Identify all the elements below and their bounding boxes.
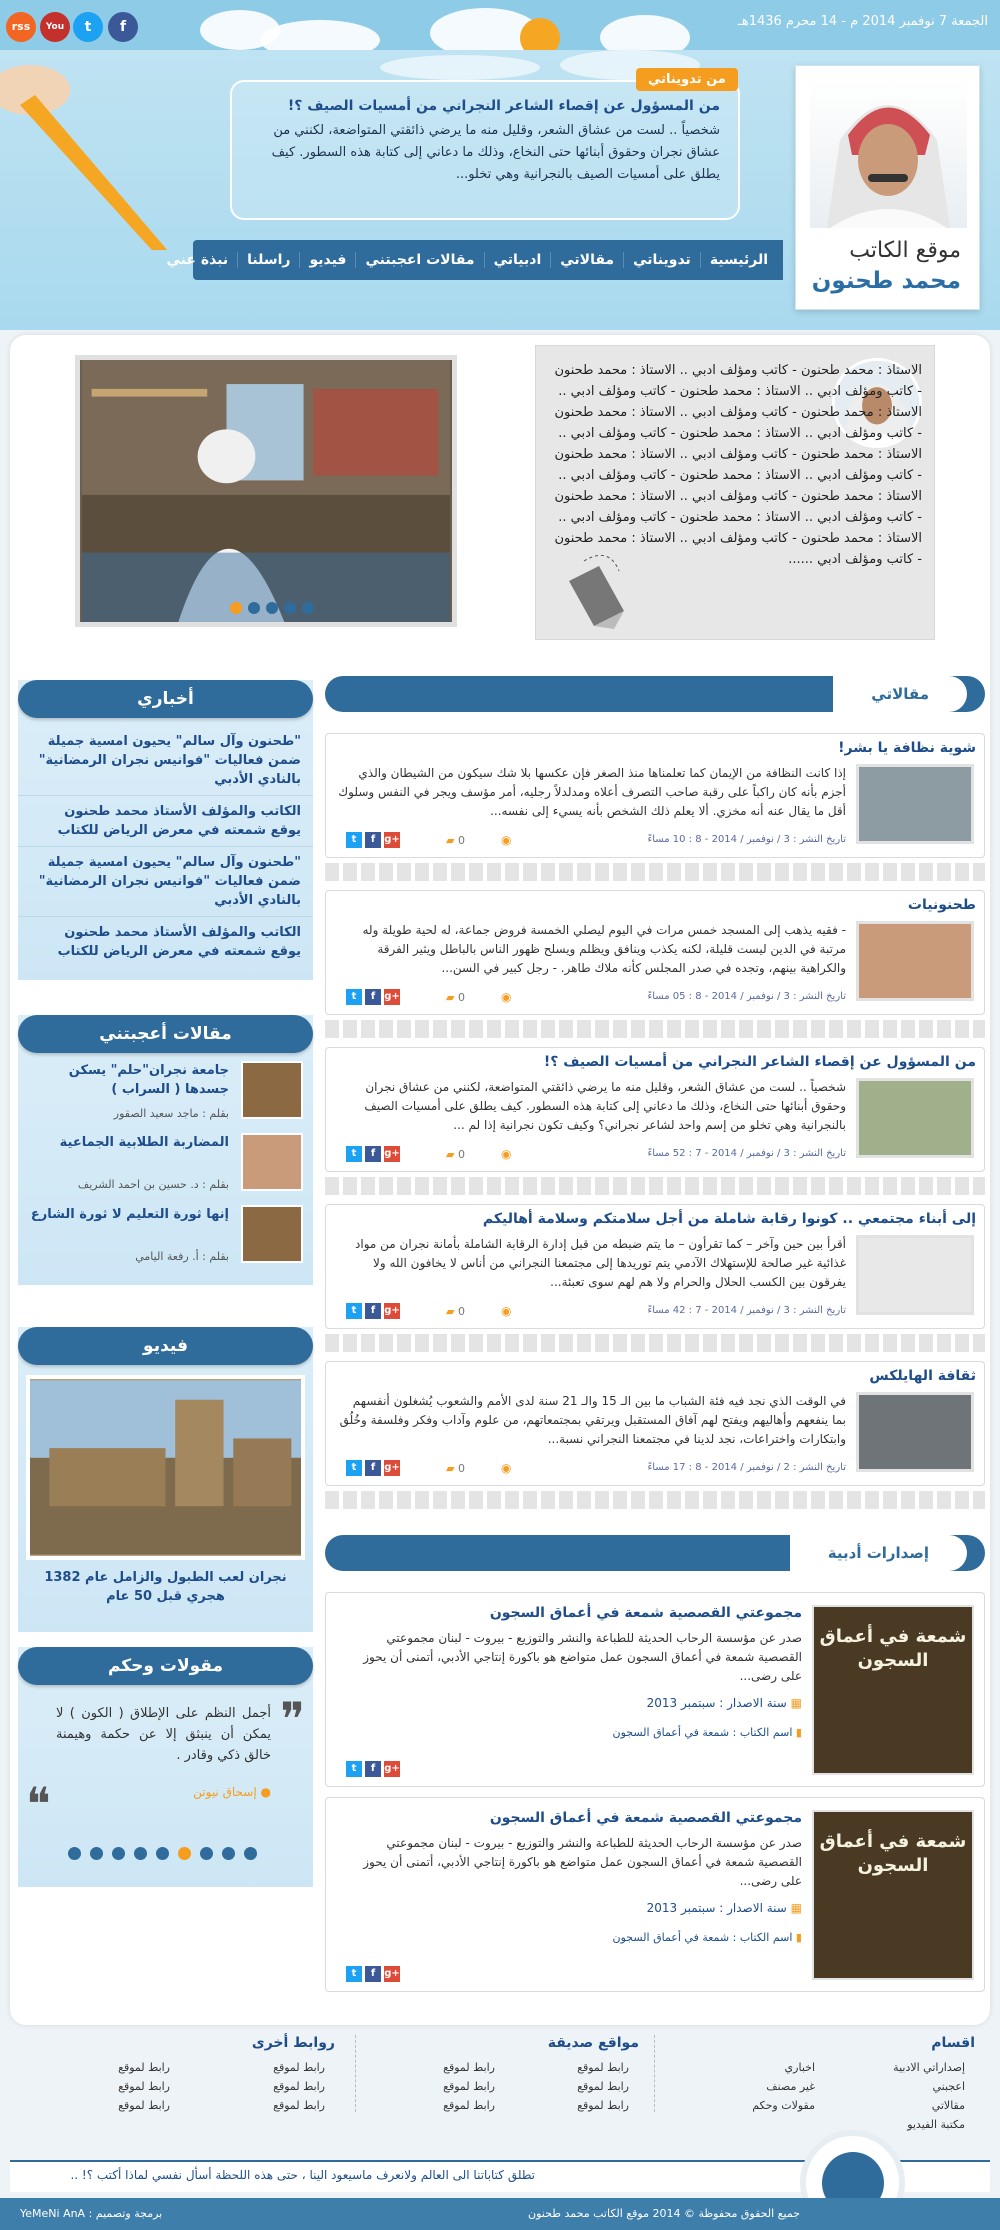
- footer-link[interactable]: رابط لموقع: [577, 2061, 629, 2074]
- top-bar: [0, 0, 1000, 50]
- footer-friends-title: مواقع صديقة: [547, 2035, 639, 2051]
- list-item[interactable]: [18, 1197, 313, 1269]
- post-excerpt: - فقيه يذهب إلى المسجد خمس مرات في اليوم ليصلي الخمسة فروض جماعة، له لحية طويلة وله مرتبة في الدين ليست قليلة، لكنه يكذب وينافق ويظلم ويسلح ظهور الناس بالباطل ويثير الفرقة والكراهية بينهم، وتجده في صدر المجلس كأنه ملاك طاهر. - رجل كبير في السن...: [362, 923, 846, 975]
- facebook-icon[interactable]: f: [108, 12, 138, 42]
- quotes-title: مقولات وحكم: [18, 1647, 313, 1685]
- comment-count: 0: [457, 1305, 465, 1318]
- facebook-share-icon[interactable]: f: [365, 1460, 381, 1476]
- post-excerpt: إذا كانت النظافة من الإيمان كما تعلمناها منذ الصغر فإن عكسها بلا شك سيكون من الشيطان والذي أجزم بأنه كان راكباً على رقبة صاحب التصرف أعلاه ومدلدلاً رجليه، أمر مؤسف ويجر في النفس وسلوك أقل ما يقال عنه أنه مخزي. ألا يعلم ذلك الشخص بأنه يسيء إلى نفسه...: [338, 766, 846, 818]
- calendar-icon: ▦: [786, 1696, 802, 1710]
- comment-icon: ▰: [446, 834, 458, 847]
- post-date: تاريخ النشر : 3 / نوفمبر / 2014 - 8 : 10 مساءً: [647, 834, 846, 845]
- news-item[interactable]: "طحنون وآل سالم" يحيون امسية جميلة ضمن فعاليات "فوانيس نجران الرمضانية" بالنادي الأدبي: [18, 847, 313, 917]
- eye-icon: ◉: [501, 1461, 512, 1475]
- nav-video[interactable]: فيديو: [299, 252, 355, 268]
- footer-link[interactable]: رابط لموقع: [443, 2099, 495, 2112]
- book-release-date: [647, 1696, 802, 1710]
- book-cover[interactable]: شمعة في أعماق السجون: [812, 1810, 974, 1980]
- calendar-icon: ▦: [786, 1901, 802, 1915]
- quote-open-icon: ❞: [280, 1692, 305, 1746]
- site-name-line-2: محمد طحنون: [811, 268, 961, 294]
- footer-other-links-list: [25, 2061, 335, 2112]
- site-logo-box[interactable]: [795, 65, 980, 310]
- books-section-header: [325, 1535, 985, 1571]
- quotes-panel: [18, 1647, 313, 1887]
- footer-link[interactable]: رابط لموقع: [577, 2099, 629, 2112]
- article-title[interactable]: المضاربة الطلابية الجماعية: [59, 1135, 229, 1150]
- facebook-share-icon[interactable]: f: [365, 1966, 381, 1982]
- post-divider: [325, 1334, 985, 1352]
- news-panel: [18, 680, 313, 980]
- post-thumbnail[interactable]: [856, 1078, 974, 1158]
- quote-pagination: [68, 1847, 257, 1860]
- articles-section-title: مقالاتي: [833, 676, 967, 712]
- facebook-share-icon[interactable]: f: [365, 1146, 381, 1162]
- footer-link[interactable]: رابط لموقع: [443, 2061, 495, 2074]
- footer-link[interactable]: رابط لموقع: [273, 2099, 325, 2112]
- liked-articles-title: مقالات أعجبتني: [18, 1015, 313, 1053]
- footer-link[interactable]: رابط لموقع: [443, 2080, 495, 2093]
- google-share-icon[interactable]: g+: [384, 1966, 400, 1982]
- quote-close-icon: ❝: [26, 1777, 51, 1831]
- post-excerpt: أقرأ بين حين وآخر – كما تقرأون – ما يتم ضبطه من قبل إدارة الرقابة الشاملة بأمانة نجران من مواد غذائية غير صالحة للإستهلاك الآدمي يتم توريدها إلى مجتمعنا النجراني من أناس لا يخافون الله ولا يفرقون بين الكسب الحلال والحرام ولا هم لهم سوى تعبئة...: [355, 1237, 846, 1289]
- current-date: الجمعة 7 نوفمبر 2014 م - 14 محرم 1436هـ: [738, 14, 988, 29]
- book-title[interactable]: مجموعتي القصصية شمعة في أعماق السجون: [489, 1810, 802, 1826]
- book-card[interactable]: [325, 1797, 985, 1992]
- twitter-share-icon[interactable]: t: [346, 1460, 362, 1476]
- comment-count: 0: [457, 1462, 465, 1475]
- post-title[interactable]: شوية نظافة يا بشر!: [838, 740, 976, 756]
- liked-articles-panel: [18, 1015, 313, 1285]
- post-date: تاريخ النشر : 2 / نوفمبر / 2014 - 8 : 17 مساءً: [647, 1462, 846, 1473]
- footer-friends-links: [371, 2061, 639, 2112]
- eye-icon: ◉: [501, 1147, 512, 1161]
- footer-link[interactable]: مكتبة الفيديو: [907, 2118, 965, 2131]
- pen-icon: [554, 541, 644, 631]
- pagination-dot[interactable]: [222, 1847, 235, 1860]
- book-cover[interactable]: شمعة في أعماق السجون: [812, 1605, 974, 1775]
- post-thumbnail[interactable]: [856, 921, 974, 1001]
- post-date: تاريخ النشر : 3 / نوفمبر / 2014 - 7 : 42 مساءً: [647, 1305, 846, 1316]
- article-title[interactable]: جامعة نجران"حلم" يسكن جسدها ( السراب ): [68, 1063, 229, 1097]
- user-icon: ●: [256, 1785, 271, 1799]
- nav-articles[interactable]: مقالاتي: [550, 252, 623, 268]
- footer-link[interactable]: إصداراتي الادبية: [893, 2061, 965, 2074]
- footer-link[interactable]: مقالاتي: [931, 2099, 965, 2112]
- comment-count: 0: [457, 834, 465, 847]
- post-title[interactable]: إلى أبناء مجتمعي .. كونوا رقابة شاملة من أجل سلامتكم وسلامة أهاليكم: [482, 1211, 976, 1227]
- pagination-dot[interactable]: [156, 1847, 169, 1860]
- facebook-share-icon[interactable]: f: [365, 1303, 381, 1319]
- book-icon: ▮: [792, 1726, 802, 1739]
- book-release-date-text: سنة الاصدار : سبتمبر 2013: [646, 1901, 787, 1915]
- news-item[interactable]: الكاتب والمؤلف الأستاذ محمد طحنون يوقع شمعته في معرض الرياض للكتاب: [18, 796, 313, 847]
- author-photo: [810, 80, 967, 228]
- article-post[interactable]: [325, 890, 985, 1015]
- footer-link[interactable]: غير مصنف: [766, 2080, 815, 2093]
- post-title[interactable]: ثقافة الهايلكس: [869, 1368, 976, 1384]
- article-post[interactable]: [325, 733, 985, 858]
- pagination-dot[interactable]: [178, 1847, 191, 1860]
- post-thumbnail[interactable]: [856, 764, 974, 844]
- twitter-share-icon[interactable]: t: [346, 1146, 362, 1162]
- book-name: [612, 1931, 802, 1944]
- footer-link[interactable]: مقولات وحكم: [752, 2099, 815, 2112]
- book-name-text: اسم الكتاب : شمعة في أعماق السجون: [612, 1931, 793, 1944]
- credit: برمجة وتصميم : YeMeNi AnA: [20, 2207, 163, 2220]
- comment-icon: ▰: [446, 1148, 458, 1161]
- comment-count: 0: [457, 991, 465, 1004]
- article-post[interactable]: [325, 1361, 985, 1486]
- featured-blog-title[interactable]: من المسؤول عن إقصاء الشاعر النجراني من أمسيات الصيف ؟!: [287, 98, 720, 114]
- comment-icon: ▰: [446, 1305, 458, 1318]
- post-excerpt: في الوقت الذي نجد فيه فئة الشباب ما بين الـ 15 والـ 21 سنة لدى الأمم والشعوب يُشغلون أنفسهم بما ينفعهم وأهاليهم ويفتح لهم آفاق المستقبل ويرتقي بمجتمعاتهم، من علوم وآداب وفكر وفلسفة وخُلُق وابتكارات واختراعات، نجد لدينا في مجتمعنا النجراني نسبة...: [339, 1394, 846, 1446]
- copyright: جميع الحقوق محفوظة © 2014 موقع الكاتب محمد طحنون: [528, 2207, 800, 2220]
- video-title: فيديو: [18, 1327, 313, 1365]
- article-post[interactable]: [325, 1047, 985, 1172]
- post-comments[interactable]: [446, 991, 465, 1004]
- article-thumbnail: [241, 1205, 303, 1263]
- post-comments[interactable]: [446, 1462, 465, 1475]
- image-slider[interactable]: [75, 355, 457, 627]
- footer-friends: [355, 2035, 655, 2112]
- footer-link[interactable]: رابط لموقع: [577, 2080, 629, 2093]
- nav-about[interactable]: نبذة عني: [166, 252, 229, 268]
- book-description: صدر عن مؤسسة الرحاب الحديثة للطباعة والنشر والتوزيع - بيروت - لبنان مجموعتي القصصية شمعة في أعماق السجون عمل متواضع هو باكورة إنتاجي الأدبي، أتمنى أن يحوز على رضى...: [363, 1631, 802, 1683]
- twitter-share-icon[interactable]: t: [346, 1966, 362, 1982]
- nav-liked-articles[interactable]: مقالات اعجبتني: [355, 252, 483, 268]
- pagination-dot[interactable]: [244, 1847, 257, 1860]
- article-author: بقلم : أ. رفعة اليامي: [135, 1250, 229, 1263]
- footer-categories-links: [675, 2061, 975, 2131]
- post-comments[interactable]: [446, 1305, 465, 1318]
- article-author: بقلم : ماجد سعيد الصقور: [113, 1107, 229, 1120]
- eye-icon: ◉: [501, 1304, 512, 1318]
- comment-icon: ▰: [446, 1462, 458, 1475]
- post-divider: [325, 1491, 985, 1509]
- twitter-share-icon[interactable]: t: [346, 989, 362, 1005]
- footer-link[interactable]: اخباري: [784, 2061, 815, 2074]
- pencil-hand-icon: [0, 50, 200, 250]
- article-thumbnail: [241, 1061, 303, 1119]
- bottom-bar: [0, 2198, 1000, 2230]
- intro-text: الاستاذ : محمد طحنون - كاتب ومؤلف ادبي .. الاستاذ : محمد طحنون - كاتب ومؤلف ادبي .. الاستاذ : محمد طحنون - كاتب ومؤلف ادبي .. الاستاذ : محمد طحنون - كاتب ومؤلف ادبي .. الاستاذ : محمد طحنون - كاتب ومؤلف ادبي .. الاستاذ : محمد طحنون - كاتب ومؤلف ادبي .. الاستاذ : محمد طحنون - كاتب ومؤلف ادبي .. الاستاذ : محمد طحنون - كاتب ومؤلف ادبي .. الاستاذ : محمد طحنون - كاتب ومؤلف ادبي .. الاستاذ : محمد طحنون - كاتب ومؤلف ادبي .. الاستاذ : محمد طحنون - كاتب ومؤلف ادبي .. الاستاذ : محمد طحنون - كاتب ومؤلف ادبي .. الاستاذ : محمد طحنون - كاتب ومؤلف ادبي .. الاستاذ : محمد طحنون - كاتب ومؤلف ادبي ......: [554, 363, 922, 567]
- news-item[interactable]: الكاتب والمؤلف الأستاذ محمد طحنون يوقع شمعته في معرض الرياض للكتاب: [57, 925, 301, 959]
- facebook-share-icon[interactable]: f: [365, 1761, 381, 1777]
- nav-contact[interactable]: راسلنا: [237, 252, 299, 268]
- blog-badge: من تدويناتي: [636, 68, 738, 91]
- google-share-icon[interactable]: g+: [384, 1761, 400, 1777]
- twitter-share-icon[interactable]: t: [346, 832, 362, 848]
- post-date: تاريخ النشر : 3 / نوفمبر / 2014 - 8 : 05 مساءً: [647, 991, 846, 1002]
- book-title[interactable]: مجموعتي القصصية شمعة في أعماق السجون: [489, 1605, 802, 1621]
- eye-icon: ◉: [501, 833, 512, 847]
- footer-other-links: [25, 2035, 335, 2112]
- footer-link[interactable]: رابط لموقع: [118, 2080, 170, 2093]
- pagination-dot[interactable]: [68, 1847, 81, 1860]
- twitter-share-icon[interactable]: t: [346, 1303, 362, 1319]
- post-divider: [325, 1020, 985, 1038]
- author-intro-box: [535, 345, 935, 640]
- google-share-icon[interactable]: g+: [384, 989, 400, 1005]
- book-description: صدر عن مؤسسة الرحاب الحديثة للطباعة والنشر والتوزيع - بيروت - لبنان مجموعتي القصصية شمعة في أعماق السجون عمل متواضع هو باكورة إنتاجي الأدبي، أتمنى أن يحوز على رضى...: [363, 1836, 802, 1888]
- video-thumbnail[interactable]: [26, 1375, 305, 1560]
- footer-categories: [675, 2035, 975, 2131]
- google-share-icon[interactable]: g+: [384, 1146, 400, 1162]
- post-divider: [325, 863, 985, 881]
- post-thumbnail[interactable]: [856, 1392, 974, 1472]
- post-date: تاريخ النشر : 3 / نوفمبر / 2014 - 7 : 52 مساءً: [647, 1148, 846, 1159]
- news-title: أخباري: [18, 680, 313, 718]
- articles-section-header: [325, 676, 985, 712]
- books-section-title: إصدارات أدبية: [790, 1535, 967, 1571]
- list-item[interactable]: [18, 1053, 313, 1125]
- pagination-dot[interactable]: [112, 1847, 125, 1860]
- eye-icon: ◉: [501, 990, 512, 1004]
- footer-other-links-title: روابط أخرى: [251, 2035, 335, 2051]
- facebook-share-icon[interactable]: f: [365, 989, 381, 1005]
- video-caption[interactable]: نجران لعب الطبول والزامل عام 1382 هجري قبل 50 عام: [44, 1570, 287, 1604]
- post-thumbnail[interactable]: [856, 1235, 974, 1315]
- facebook-share-icon[interactable]: f: [365, 832, 381, 848]
- pagination-dot[interactable]: [200, 1847, 213, 1860]
- news-item[interactable]: "طحنون وآل سالم" يحيون امسية جميلة ضمن فعاليات "فوانيس نجران الرمضانية" بالنادي الأدبي: [18, 726, 313, 796]
- footer-link[interactable]: اعجبني: [932, 2080, 965, 2093]
- featured-blog-box[interactable]: [230, 80, 740, 220]
- footer-link[interactable]: رابط لموقع: [118, 2099, 170, 2112]
- comment-icon: ▰: [446, 991, 458, 1004]
- rss-icon[interactable]: rss: [6, 12, 36, 42]
- quote-text: أجمل النظم على الإطلاق ( الكون ) لا يمكن أن ينبثق إلا عن حكمة وهيمنة خالق ذكي وقادر .: [56, 1706, 271, 1763]
- quote-author: [193, 1785, 271, 1799]
- book-release-date: [647, 1901, 802, 1915]
- nav-blogs[interactable]: تدويناتي: [623, 252, 700, 268]
- post-title[interactable]: من المسؤول عن إقصاء الشاعر النجراني من أمسيات الصيف ؟!: [543, 1054, 976, 1070]
- book-icon: ▮: [792, 1931, 802, 1944]
- book-name-text: اسم الكتاب : شمعة في أعماق السجون: [612, 1726, 793, 1739]
- pagination-dot[interactable]: [90, 1847, 103, 1860]
- footer-link[interactable]: رابط لموقع: [118, 2061, 170, 2074]
- google-share-icon[interactable]: g+: [384, 1303, 400, 1319]
- google-share-icon[interactable]: g+: [384, 832, 400, 848]
- post-title[interactable]: طحنونيات: [907, 897, 976, 913]
- comment-count: 0: [457, 1148, 465, 1161]
- quote-author-name: إسحاق نيوتن: [193, 1785, 257, 1799]
- post-comments[interactable]: [446, 1148, 465, 1161]
- nav-literature[interactable]: ادبياتي: [484, 252, 551, 268]
- book-card[interactable]: [325, 1592, 985, 1787]
- footer-categories-title: اقسام: [931, 2035, 975, 2051]
- footer-link[interactable]: رابط لموقع: [273, 2061, 325, 2074]
- article-author: بقلم : د. حسين بن احمد الشريف: [77, 1178, 229, 1191]
- ticker-text: تطلق كتاباتنا الى العالم ولانعرف ماسيعود الينا ، حتى هذه اللحظة أسأل نفسي لماذا أكتب ؟! ..: [70, 2168, 535, 2182]
- twitter-share-icon[interactable]: t: [346, 1761, 362, 1777]
- list-item[interactable]: [18, 1125, 313, 1197]
- main-nav: [166, 240, 783, 280]
- footer-link[interactable]: رابط لموقع: [273, 2080, 325, 2093]
- post-divider: [325, 1177, 985, 1195]
- featured-blog-excerpt: شخصياً .. لست من عشاق الشعر، وقليل منه ما يرضي ذائقتي المتواضعة، لكنني من عشاق نجران وحقوق أبنائها حتى النخاع، وذلك ما دعاني إلى كتابة هذه السطور. كيف يطلق على أمسيات الصيف بالنجرانية وهي تخلو...: [271, 123, 720, 182]
- book-name: [612, 1726, 802, 1739]
- article-post[interactable]: [325, 1204, 985, 1329]
- site-name-line-1: موقع الكاتب: [849, 238, 961, 263]
- article-thumbnail: [241, 1133, 303, 1191]
- twitter-icon[interactable]: t: [73, 12, 103, 42]
- video-panel: [18, 1327, 313, 1632]
- article-title[interactable]: إنها ثورة التعليم لا ثورة الشارع: [30, 1207, 229, 1222]
- google-share-icon[interactable]: g+: [384, 1460, 400, 1476]
- book-release-date-text: سنة الاصدار : سبتمبر 2013: [646, 1696, 787, 1710]
- pagination-dot[interactable]: [134, 1847, 147, 1860]
- post-excerpt: شخصياً .. لست من عشاق الشعر، وقليل منه ما يرضي ذائقتي المتواضعة، لكنني من عشاق نجران وحقوق أبنائها حتى النخاع، وذلك ما دعاني إلى كتابة هذه السطور. كيف يطلق على أمسيات الصيف بالنجرانية وهي تخلو من إسم واحد لشاعر نجراني؟ وكيف تكون نجرانية إذا لم ...: [364, 1080, 846, 1132]
- youtube-icon[interactable]: You: [40, 12, 70, 42]
- nav-home[interactable]: الرئيسية: [700, 252, 777, 268]
- post-comments[interactable]: [446, 834, 465, 847]
